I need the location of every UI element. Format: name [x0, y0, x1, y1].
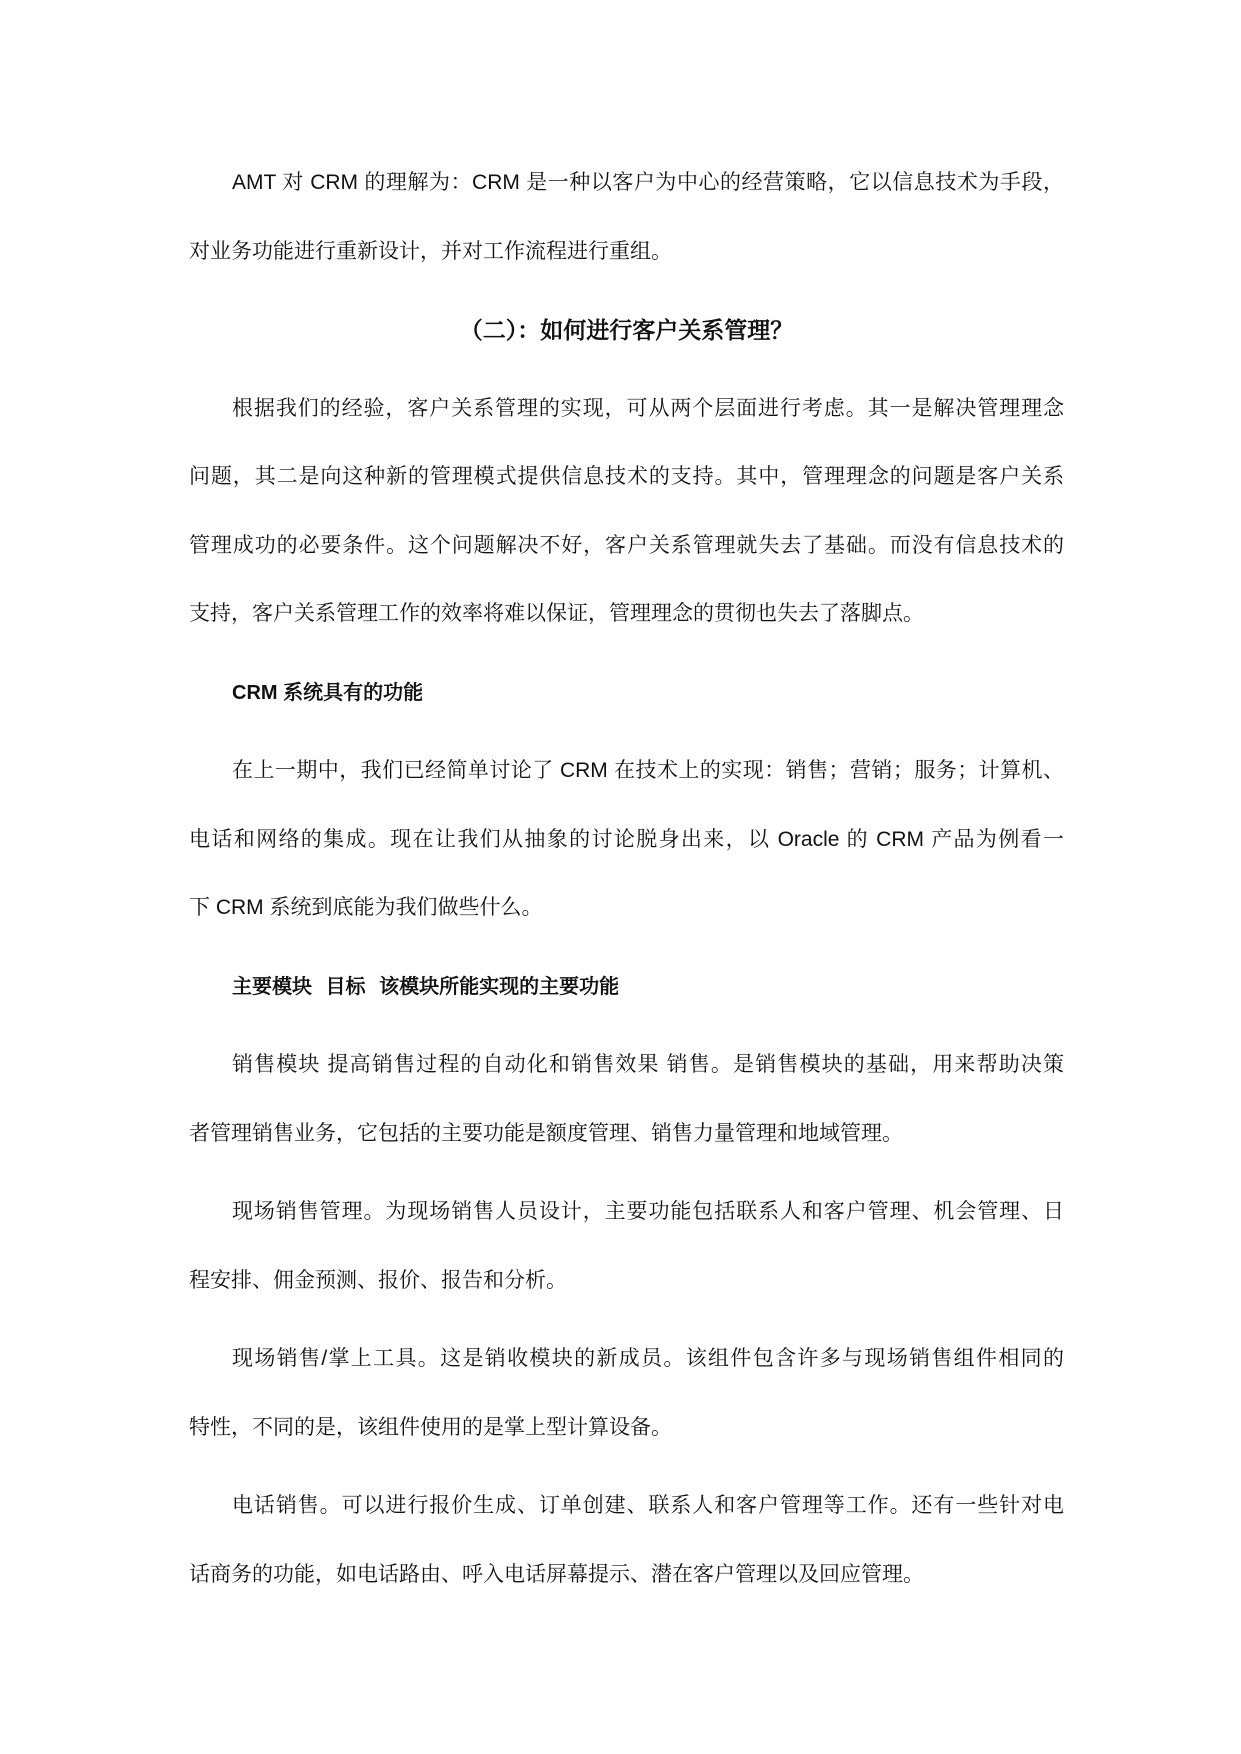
subheading-block [189, 659, 1064, 728]
paragraph-line: 特性，不同的是，该组件使用的是掌上型计算设备。 [189, 1415, 672, 1439]
document-body [189, 149, 1064, 1619]
paragraph-line: 支持，客户关系管理工作的效率将难以保证，管理理念的贯彻也失去了落脚点。 [189, 602, 924, 625]
paragraph-amt-crm-definition [189, 149, 1064, 286]
paragraph-line: 现场销售/掌上工具。这是销收模块的新成员。该组件包含许多与现场销售组件相同的 [232, 1347, 1064, 1370]
paragraph-line: 下 CRM 系统到底能为我们做些什么。 [189, 896, 543, 919]
paragraph-line: AMT 对 CRM 的理解为：CRM 是一种以客户为中心的经营策略，它以信息技术为手段， [232, 171, 1064, 194]
paragraph-line: 程安排、佣金预测、报价、报告和分析。 [189, 1268, 567, 1292]
paragraph-line: 者管理销售业务，它包括的主要功能是额度管理、销售力量管理和地域管理。 [189, 1121, 903, 1145]
paragraph-line: 管理成功的必要条件。这个问题解决不好，客户关系管理就失去了基础。而没有信息技术的 [189, 533, 1064, 557]
paragraph-line: 电话和网络的集成。现在让我们从抽象的讨论脱身出来，以 Oracle 的 CRM 产品为例看一 [189, 827, 1064, 851]
section-heading-block [189, 296, 1064, 365]
paragraph-handheld-tools [189, 1325, 1064, 1462]
paragraph-sales-module [189, 1031, 1064, 1168]
paragraph-field-sales [189, 1178, 1064, 1315]
subheading-modules: 主要模块 目标 该模块所能实现的主要功能 [232, 975, 620, 998]
paragraph-line: 在上一期中，我们已经简单讨论了 CRM 在技术上的实现：销售；营销；服务；计算机、 [232, 759, 1064, 782]
paragraph-line: 对业务功能进行重新设计，并对工作流程进行重组。 [189, 239, 672, 263]
subheading-block [189, 953, 1064, 1022]
paragraph-line: 电话销售。可以进行报价生成、订单创建、联系人和客户管理等工作。还有一些针对电 [232, 1494, 1064, 1517]
paragraph-management-levels [189, 375, 1064, 649]
paragraph-line: 话商务的功能，如电话路由、呼入电话屏幕提示、潜在客户管理以及回应管理。 [189, 1562, 924, 1586]
section-heading: （二）：如何进行客户关系管理？ [459, 317, 794, 343]
paragraph-telesales [189, 1472, 1064, 1609]
paragraph-line: 现场销售管理。为现场销售人员设计，主要功能包括联系人和客户管理、机会管理、日 [232, 1200, 1064, 1223]
subheading-crm-functions: CRM 系统具有的功能 [232, 681, 424, 704]
paragraph-line: 问题，其二是向这种新的管理模式提供信息技术的支持。其中，管理理念的问题是客户关系 [189, 465, 1064, 488]
paragraph-line: 根据我们的经验，客户关系管理的实现，可从两个层面进行考虑。其一是解决管理理念 [232, 396, 1064, 420]
paragraph-line: 销售模块 提高销售过程的自动化和销售效果 销售。是销售模块的基础，用来帮助决策 [232, 1053, 1064, 1076]
paragraph-crm-implementation [189, 737, 1064, 943]
